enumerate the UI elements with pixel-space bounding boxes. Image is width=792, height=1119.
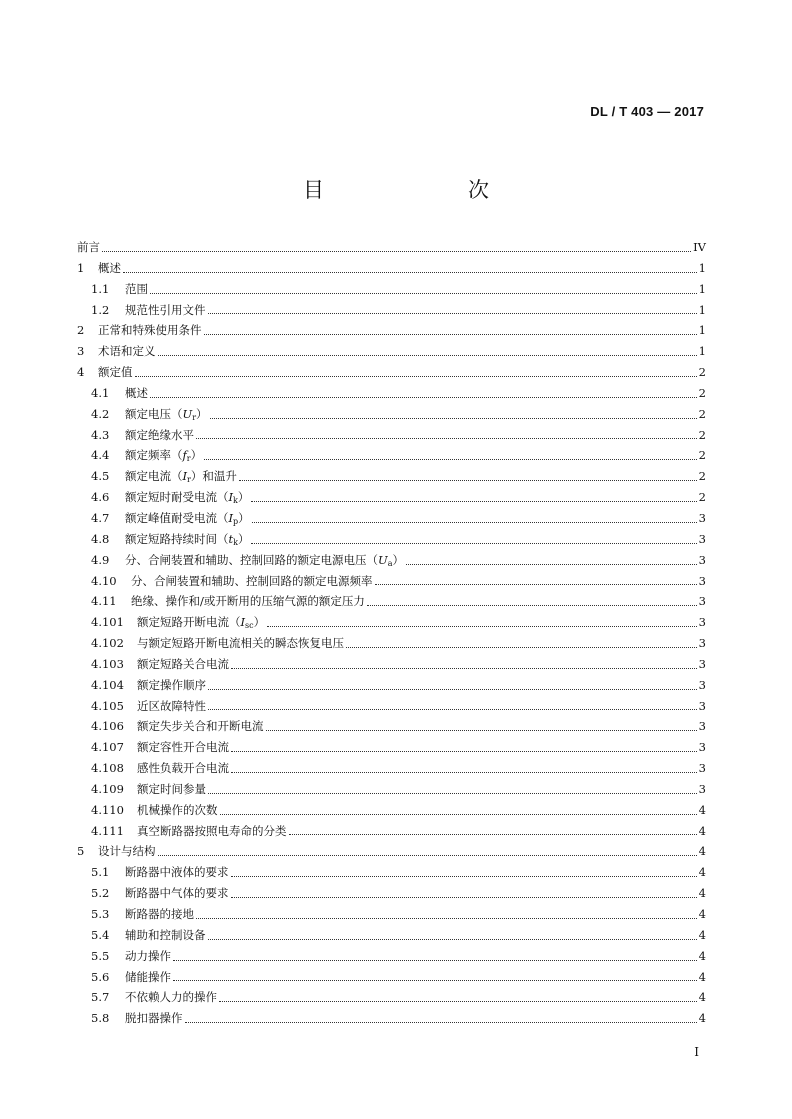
toc-entry-page: 2 xyxy=(698,490,706,505)
toc-entry[interactable] xyxy=(77,779,706,800)
title-text: 储能操作 xyxy=(125,969,171,984)
toc-entry-title xyxy=(125,529,249,550)
toc-entry[interactable] xyxy=(77,466,706,487)
toc-entry-number: 4.108 xyxy=(91,761,124,776)
dot-leader xyxy=(173,980,697,981)
title-symbol: I xyxy=(228,510,234,525)
title-symbol: U xyxy=(378,552,388,567)
title-symbol: U xyxy=(182,406,193,421)
title-text: 绝缘、操作和/或开断用的压缩气源的额定压力 xyxy=(131,594,365,609)
toc-entry-number: 4.9 xyxy=(91,552,110,567)
toc-entry[interactable] xyxy=(77,571,706,592)
toc-entry[interactable] xyxy=(77,904,706,925)
toc-entry-title xyxy=(125,883,229,904)
dot-leader xyxy=(150,293,697,294)
toc-entry[interactable] xyxy=(77,508,706,529)
title-text: 真空断路器按照电寿命的分类 xyxy=(137,823,287,838)
toc-entry-number: 4.3 xyxy=(91,427,110,442)
toc-entry-page: 3 xyxy=(698,552,706,567)
dot-leader xyxy=(135,376,697,377)
toc-entry[interactable] xyxy=(77,425,706,446)
document-code: DL / T 403 — 2017 xyxy=(590,104,704,119)
toc-entry[interactable] xyxy=(77,612,706,633)
toc-entry-page: 3 xyxy=(698,615,706,630)
title-text: 辅助和控制设备 xyxy=(125,927,206,942)
toc-entry-title xyxy=(137,696,206,717)
dot-leader xyxy=(266,730,697,731)
dot-leader xyxy=(231,668,697,669)
toc-entry-title xyxy=(98,362,133,383)
toc-entry-page: 4 xyxy=(698,886,706,901)
title-text: 分、合闸装置和辅助、控制回路的额定电源频率 xyxy=(131,573,373,588)
title-text: 额定绝缘水平 xyxy=(125,427,194,442)
toc-entry[interactable] xyxy=(77,758,706,779)
toc-entry-page: 3 xyxy=(698,636,706,651)
toc-entry[interactable] xyxy=(77,529,706,550)
title-symbol: t xyxy=(228,531,234,546)
toc-entry-title xyxy=(137,675,206,696)
toc-entry[interactable] xyxy=(77,883,706,904)
toc-entry-title xyxy=(137,716,264,737)
dot-leader xyxy=(210,418,697,419)
dot-leader xyxy=(252,522,697,523)
toc-entry-number: 4 xyxy=(77,365,85,380)
toc-entry-number: 1.2 xyxy=(91,302,110,317)
title-text: 概述 xyxy=(98,260,121,275)
toc-entry-page: 1 xyxy=(698,323,706,338)
title-subscript: p xyxy=(233,516,239,526)
toc-entry-number: 4.1 xyxy=(91,385,110,400)
title-text: 额定失步关合和开断电流 xyxy=(137,719,264,734)
toc-entry-number: 5.7 xyxy=(91,990,110,1005)
toc-entry-page: 3 xyxy=(698,677,706,692)
page-number: I xyxy=(694,1045,699,1059)
toc-entry-title xyxy=(131,591,365,612)
title-text: 范围 xyxy=(125,281,148,296)
title-text: 额定值 xyxy=(98,365,133,380)
table-of-contents xyxy=(77,237,706,1029)
title-subscript: k xyxy=(233,496,238,506)
title-text: 分、合闸装置和辅助、控制回路的额定电源电压（ xyxy=(125,552,378,567)
page-title: 目 次 xyxy=(303,178,523,202)
toc-entry-number: 4.103 xyxy=(91,656,124,671)
toc-entry[interactable] xyxy=(77,800,706,821)
toc-entry-title xyxy=(137,821,287,842)
toc-entry[interactable] xyxy=(77,841,706,862)
dot-leader xyxy=(208,313,697,314)
title-text: ） xyxy=(237,531,250,546)
toc-entry-number: 4.6 xyxy=(91,490,110,505)
toc-entry-title xyxy=(125,383,148,404)
toc-entry-title xyxy=(125,925,206,946)
toc-entry-title xyxy=(125,404,208,425)
toc-entry[interactable] xyxy=(77,341,706,362)
toc-entry[interactable] xyxy=(77,654,706,675)
toc-entry-page: 4 xyxy=(698,927,706,942)
toc-entry-page: 1 xyxy=(698,302,706,317)
title-text: 与额定短路开断电流相关的瞬态恢复电压 xyxy=(137,636,344,651)
title-text: 近区故障特性 xyxy=(137,698,206,713)
title-text: 额定电流（ xyxy=(125,469,183,484)
toc-entry-page: 4 xyxy=(698,907,706,921)
title-text: 额定短路开断电流（ xyxy=(137,615,241,630)
toc-entry-page: 2 xyxy=(698,448,706,463)
dot-leader xyxy=(231,772,697,773)
title-subscript: a xyxy=(387,558,393,568)
title-text: 额定短路持续时间（ xyxy=(125,531,229,546)
toc-entry-page: 1 xyxy=(698,344,706,359)
title-subscript: r xyxy=(192,412,197,422)
toc-entry[interactable] xyxy=(77,925,706,946)
title-text: 机械操作的次数 xyxy=(137,802,218,817)
dot-leader xyxy=(267,626,697,627)
title-text: 断路器中液体的要求 xyxy=(125,865,229,880)
title-text: 额定电压（ xyxy=(125,406,183,421)
toc-entry-number: 5.6 xyxy=(91,969,110,984)
toc-entry[interactable] xyxy=(77,862,706,883)
title-text: ） xyxy=(238,510,250,525)
toc-entry-number: 4.107 xyxy=(91,740,124,755)
title-text: 概述 xyxy=(125,385,148,400)
title-text: 脱扣器操作 xyxy=(125,1011,183,1026)
dot-leader xyxy=(158,355,697,356)
dot-leader xyxy=(173,960,697,961)
toc-entry-page: 1 xyxy=(698,281,706,296)
toc-entry-number: 4.8 xyxy=(91,531,110,546)
toc-entry-title xyxy=(77,237,100,258)
toc-entry[interactable] xyxy=(77,696,706,717)
toc-entry[interactable] xyxy=(77,362,706,383)
toc-entry-number: 4.5 xyxy=(91,469,110,484)
toc-entry[interactable] xyxy=(77,1008,706,1029)
toc-entry[interactable] xyxy=(77,591,706,612)
title-text: 不依赖人力的操作 xyxy=(125,990,217,1005)
toc-entry-number: 4.105 xyxy=(91,698,124,713)
toc-entry-number: 5.1 xyxy=(91,865,110,880)
dot-leader xyxy=(251,543,696,544)
title-subscript: r xyxy=(186,454,191,464)
toc-entry-title xyxy=(125,425,194,446)
toc-entry-number: 4.104 xyxy=(91,677,124,692)
toc-entry-title xyxy=(125,466,237,487)
title-text: 额定时间参量 xyxy=(137,781,206,796)
dot-leader xyxy=(231,751,697,752)
title-subscript: sc xyxy=(245,621,254,631)
dot-leader xyxy=(346,647,697,648)
title-symbol: I xyxy=(240,615,246,630)
title-text: 断路器中气体的要求 xyxy=(125,886,229,901)
toc-entry-page: 3 xyxy=(698,719,706,734)
title-text: 断路器的接地 xyxy=(125,907,194,921)
title-text: 感性负载开合电流 xyxy=(137,761,229,776)
toc-entry-title xyxy=(137,633,344,654)
toc-entry-title xyxy=(125,508,250,529)
toc-entry-title xyxy=(125,967,171,988)
toc-entry-page: 4 xyxy=(698,865,706,880)
toc-entry[interactable] xyxy=(77,737,706,758)
toc-entry[interactable] xyxy=(77,258,706,279)
dot-leader xyxy=(150,397,697,398)
toc-entry-page: 4 xyxy=(698,1011,706,1026)
title-subscript: r xyxy=(187,475,191,485)
toc-entry[interactable] xyxy=(77,550,706,571)
dot-leader xyxy=(208,709,697,710)
toc-entry-number: 4.110 xyxy=(91,802,124,817)
toc-entry-title xyxy=(137,737,229,758)
toc-entry-title xyxy=(137,779,206,800)
toc-entry-title xyxy=(125,987,217,1008)
toc-entry[interactable] xyxy=(77,487,706,508)
toc-entry-title xyxy=(137,654,229,675)
toc-entry-page: 2 xyxy=(698,385,706,400)
toc-entry-title xyxy=(98,320,202,341)
toc-entry-page: IV xyxy=(693,240,706,254)
toc-entry[interactable] xyxy=(77,967,706,988)
toc-entry-page: 2 xyxy=(698,469,706,484)
toc-entry-page: 1 xyxy=(698,260,706,275)
toc-entry-page: 3 xyxy=(698,510,706,525)
dot-leader xyxy=(406,564,697,565)
toc-entry-number: 4.11 xyxy=(91,594,117,609)
title-text: ） xyxy=(392,552,404,567)
dot-leader xyxy=(102,251,691,252)
toc-entry[interactable] xyxy=(77,633,706,654)
toc-entry-title xyxy=(125,487,249,508)
dot-leader xyxy=(231,876,697,877)
toc-entry[interactable] xyxy=(77,987,706,1008)
toc-entry-number: 1.1 xyxy=(91,281,110,296)
toc-entry-page: 4 xyxy=(698,990,706,1005)
toc-entry-page: 2 xyxy=(698,406,706,421)
title-text: 动力操作 xyxy=(125,948,171,963)
toc-entry-title xyxy=(98,841,156,862)
dot-leader xyxy=(375,584,697,585)
toc-entry-page: 4 xyxy=(698,802,706,817)
toc-entry-title xyxy=(98,341,156,362)
toc-entry-title xyxy=(131,571,373,592)
toc-entry-page: 3 xyxy=(698,740,706,755)
dot-leader xyxy=(208,689,697,690)
title-text: 规范性引用文件 xyxy=(125,302,206,317)
toc-entry-title xyxy=(125,550,404,571)
title-subscript: k xyxy=(233,537,238,547)
dot-leader xyxy=(204,459,697,460)
title-text: 前言 xyxy=(77,240,100,254)
toc-entry-number: 5.5 xyxy=(91,948,110,963)
dot-leader xyxy=(158,855,697,856)
toc-entry-page: 3 xyxy=(698,698,706,713)
title-text: 额定操作顺序 xyxy=(137,677,206,692)
title-text: 正常和特殊使用条件 xyxy=(98,323,202,338)
toc-entry-title xyxy=(125,279,148,300)
toc-entry-title xyxy=(125,904,194,925)
toc-entry-page: 3 xyxy=(698,761,706,776)
toc-entry-number: 4.109 xyxy=(91,781,124,796)
toc-entry-page: 3 xyxy=(698,594,706,609)
toc-entry-number: 5.4 xyxy=(91,927,110,942)
toc-entry[interactable] xyxy=(77,716,706,737)
toc-entry-number: 4.2 xyxy=(91,406,110,421)
dot-leader xyxy=(289,834,697,835)
toc-entry-title xyxy=(125,946,171,967)
title-text: 额定短时耐受电流（ xyxy=(125,490,229,505)
title-text: ） xyxy=(196,406,208,421)
toc-entry[interactable] xyxy=(77,404,706,425)
toc-entry-number: 4.106 xyxy=(91,719,124,734)
toc-entry-page: 2 xyxy=(698,365,706,380)
toc-entry[interactable] xyxy=(77,237,706,258)
toc-entry-number: 4.4 xyxy=(91,448,110,463)
dot-leader xyxy=(123,272,697,273)
dot-leader xyxy=(251,501,696,502)
toc-entry-title xyxy=(125,1008,183,1029)
toc-entry-title xyxy=(125,445,202,466)
toc-entry-page: 3 xyxy=(698,656,706,671)
toc-entry-number: 1 xyxy=(77,260,85,275)
toc-entry-number: 2 xyxy=(77,323,85,338)
toc-entry[interactable] xyxy=(77,445,706,466)
title-text: 设计与结构 xyxy=(98,844,156,859)
dot-leader xyxy=(196,438,697,439)
dot-leader xyxy=(220,814,697,815)
toc-entry-page: 4 xyxy=(698,844,706,859)
toc-entry[interactable] xyxy=(77,320,706,341)
dot-leader xyxy=(239,480,697,481)
toc-entry-page: 4 xyxy=(698,948,706,963)
toc-entry-page: 3 xyxy=(698,781,706,796)
toc-entry-title xyxy=(125,862,229,883)
toc-entry-number: 5 xyxy=(77,844,85,859)
title-text: ） xyxy=(237,490,250,505)
toc-entry-number: 4.111 xyxy=(91,823,124,838)
toc-entry-title xyxy=(125,300,206,321)
toc-entry-number: 4.7 xyxy=(91,510,110,525)
toc-entry[interactable] xyxy=(77,821,706,842)
toc-entry-page: 4 xyxy=(698,823,706,838)
dot-leader xyxy=(231,897,697,898)
toc-entry[interactable] xyxy=(77,279,706,300)
title-text: ） xyxy=(190,448,203,463)
toc-entry-title xyxy=(137,758,229,779)
toc-entry-title xyxy=(137,612,265,633)
toc-entry-page: 3 xyxy=(698,531,706,546)
title-text: 额定容性开合电流 xyxy=(137,740,229,755)
dot-leader xyxy=(367,605,697,606)
toc-entry[interactable] xyxy=(77,946,706,967)
title-text: 术语和定义 xyxy=(98,344,156,359)
dot-leader xyxy=(208,793,697,794)
toc-entry-number: 4.102 xyxy=(91,636,124,651)
toc-entry-number: 5.2 xyxy=(91,886,110,901)
dot-leader xyxy=(219,1001,697,1002)
toc-entry-title xyxy=(98,258,121,279)
title-text: 额定频率（ xyxy=(125,448,183,463)
toc-entry[interactable] xyxy=(77,300,706,321)
toc-entry-number: 5.3 xyxy=(91,907,110,921)
toc-entry-number: 5.8 xyxy=(91,1011,110,1026)
toc-entry-page: 3 xyxy=(698,573,706,588)
title-text: 额定峰值耐受电流（ xyxy=(125,510,229,525)
title-symbol: I xyxy=(228,490,234,505)
toc-entry[interactable] xyxy=(77,675,706,696)
toc-entry-number: 4.10 xyxy=(91,573,117,588)
toc-entry-page: 4 xyxy=(698,969,706,984)
title-symbol: I xyxy=(182,469,188,484)
dot-leader xyxy=(185,1022,697,1023)
toc-entry-number: 4.101 xyxy=(91,615,124,630)
toc-entry-page: 2 xyxy=(698,427,706,442)
title-text: ） xyxy=(253,615,266,630)
dot-leader xyxy=(208,939,697,940)
dot-leader xyxy=(196,918,697,919)
title-text: ）和温升 xyxy=(190,469,237,484)
toc-entry-title xyxy=(137,800,218,821)
dot-leader xyxy=(204,334,697,335)
toc-entry[interactable] xyxy=(77,383,706,404)
toc-entry-number: 3 xyxy=(77,344,85,359)
title-text: 额定短路关合电流 xyxy=(137,656,229,671)
title-symbol: f xyxy=(182,448,187,463)
